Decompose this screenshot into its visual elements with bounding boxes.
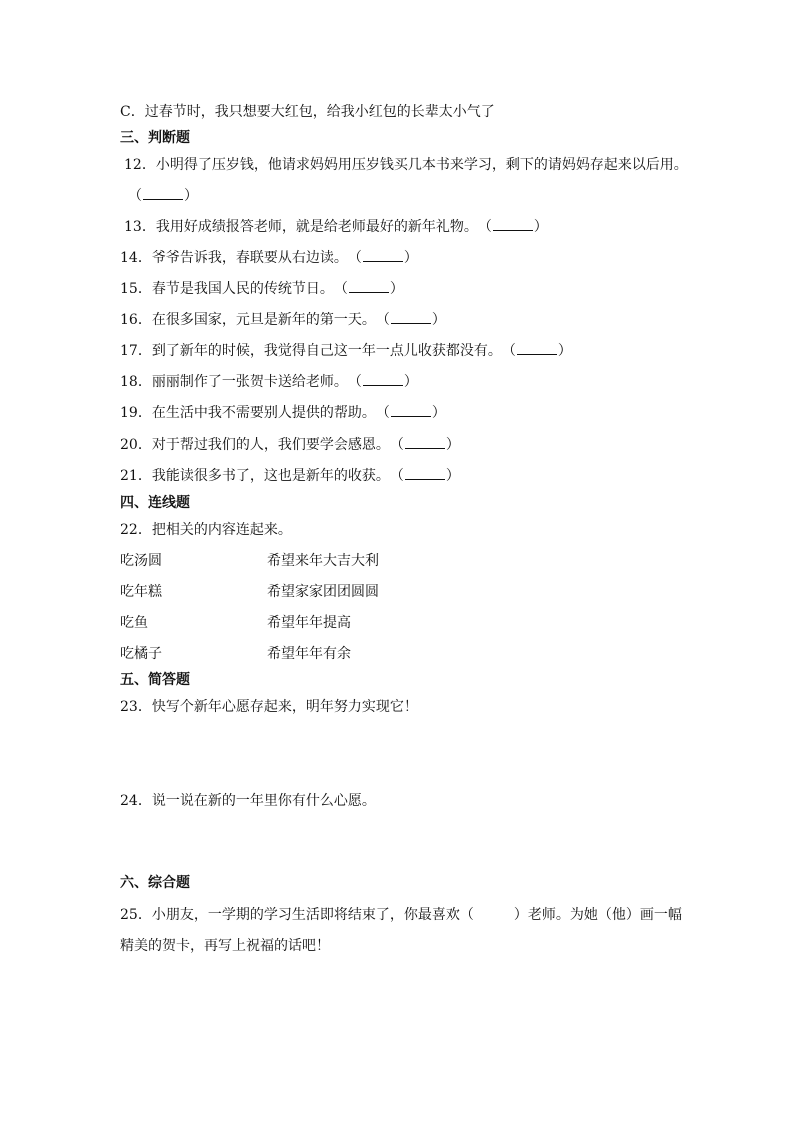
answer-blank-16[interactable] <box>391 311 431 324</box>
answer-blank-17[interactable] <box>517 342 557 355</box>
paren-open: （ <box>389 468 404 484</box>
match-right-1[interactable]: 希望来年大吉大利 <box>267 553 379 569</box>
paren-open: （ <box>128 188 142 204</box>
question-18 <box>120 373 418 391</box>
question-13-text: 13．我用好成绩报答老师，就是给老师最好的新年礼物。 <box>124 219 478 235</box>
paren-close: ） <box>431 405 446 421</box>
paren-open: （ <box>347 250 362 266</box>
answer-blank-20[interactable] <box>405 436 445 449</box>
question-23 <box>120 698 418 716</box>
answer-blank-14[interactable] <box>363 249 403 262</box>
section-4-title: 四、连线题 <box>120 495 190 511</box>
question-24-text: 24．说一说在新的一年里你有什么心愿。 <box>120 793 376 809</box>
match-right-3[interactable]: 希望年年提高 <box>267 615 351 631</box>
paren-close: ） <box>403 374 418 390</box>
question-16 <box>120 311 446 329</box>
question-17-text: 17．到了新年的时候，我觉得自己这一年一点儿收获都没有。 <box>120 343 502 359</box>
question-25-text-part-a: 25．小朋友，一学期的学习生活即将结束了，你最喜欢（ <box>120 907 474 923</box>
answer-blank-21[interactable] <box>405 467 445 480</box>
match-left-4[interactable]: 吃橘子 <box>120 646 162 662</box>
question-19 <box>120 404 446 422</box>
paren-close: ） <box>557 343 572 359</box>
paren-open: （ <box>333 281 348 297</box>
question-25-continued <box>120 937 330 955</box>
question-13 <box>124 218 548 236</box>
match-left-1[interactable]: 吃汤圆 <box>120 553 162 569</box>
question-21-text: 21．我能读很多书了，这也是新年的收获。 <box>120 468 390 484</box>
paren-close: ） <box>533 219 548 235</box>
question-23-text: 23．快写个新年心愿存起来，明年努力实现它！ <box>120 699 418 715</box>
answer-blank-18[interactable] <box>363 373 403 386</box>
question-21 <box>120 467 460 485</box>
section-6-title: 六、综合题 <box>120 875 190 891</box>
section-3-title: 三、判断题 <box>120 130 190 146</box>
paren-close: ） <box>431 312 446 328</box>
question-25-text-part-b: ）老师。为她（他）画一幅 <box>513 907 682 923</box>
question-14 <box>120 249 418 267</box>
choice-option-c-text: C．过春节时，我只想要大红包，给我小红包的长辈太小气了 <box>120 104 495 120</box>
question-20-text: 20．对于帮过我们的人，我们要学会感恩。 <box>120 437 390 453</box>
question-24 <box>120 792 376 810</box>
match-left-2[interactable]: 吃年糕 <box>120 584 162 600</box>
paren-close: ） <box>445 437 460 453</box>
paren-close: ） <box>184 188 198 204</box>
question-16-text: 16．在很多国家，元旦是新年的第一天。 <box>120 312 376 328</box>
paren-open: （ <box>501 343 516 359</box>
paren-open: （ <box>477 219 492 235</box>
paren-open: （ <box>347 374 362 390</box>
question-12-answer <box>128 187 198 205</box>
question-12-text: 12．小明得了压岁钱，他请求妈妈用压岁钱买几本书来学习，剩下的请妈妈存起来以后用。 <box>124 157 688 173</box>
answer-blank-19[interactable] <box>391 404 431 417</box>
section-5-title: 五、简答题 <box>120 672 190 688</box>
paren-close: ） <box>445 468 460 484</box>
match-left-3[interactable]: 吃鱼 <box>120 615 148 631</box>
answer-blank-12[interactable] <box>143 187 183 200</box>
question-12 <box>124 156 688 174</box>
question-15-text: 15．春节是我国人民的传统节日。 <box>120 281 334 297</box>
question-20 <box>120 436 460 454</box>
paren-close: ） <box>403 250 418 266</box>
question-17 <box>120 342 572 360</box>
match-right-4[interactable]: 希望年年有余 <box>267 646 351 662</box>
question-22-text: 22．把相关的内容连起来。 <box>120 522 292 538</box>
question-25-text-part-c: 精美的贺卡，再写上祝福的话吧！ <box>120 938 330 954</box>
paren-open: （ <box>389 437 404 453</box>
question-19-text: 19．在生活中我不需要别人提供的帮助。 <box>120 405 376 421</box>
paren-open: （ <box>375 405 390 421</box>
question-15 <box>120 280 404 298</box>
answer-blank-13[interactable] <box>493 218 533 231</box>
choice-option-c <box>120 103 495 121</box>
question-14-text: 14．爷爷告诉我，春联要从右边读。 <box>120 250 348 266</box>
answer-blank-15[interactable] <box>349 280 389 293</box>
question-25 <box>120 906 682 924</box>
question-22 <box>120 521 292 539</box>
question-18-text: 18．丽丽制作了一张贺卡送给老师。 <box>120 374 348 390</box>
paren-open: （ <box>375 312 390 328</box>
match-right-2[interactable]: 希望家家团团圆圆 <box>267 584 379 600</box>
paren-close: ） <box>389 281 404 297</box>
